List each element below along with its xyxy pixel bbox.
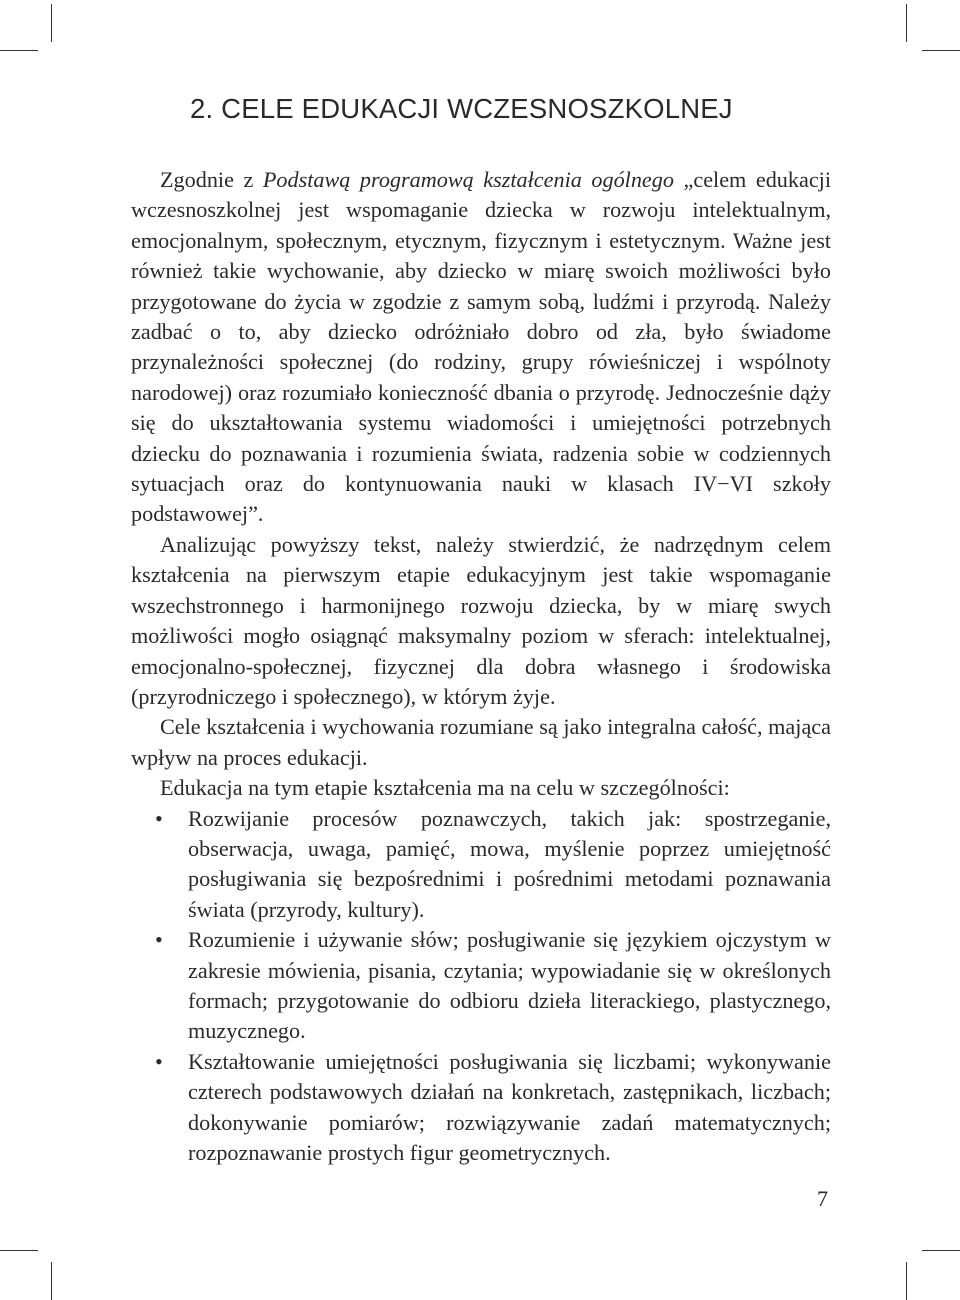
crop-mark-bottom-right-horizontal [922, 1250, 960, 1251]
crop-mark-top-right-horizontal [922, 50, 960, 51]
bullet-mark: • [155, 927, 163, 953]
bullet-text: Rozwijanie procesów poznawczych, takich jak: spostrzeganie, obserwacja, uwaga, pamięć, mowa, myślenie poprzez umiejętność posługiwania się bezpośrednimi i pośrednimi metodami poznawania świata (przyrody, kultury). [188, 805, 831, 922]
crop-mark-bottom-left-vertical [51, 1262, 52, 1300]
bullet-text: Kształtowanie umiejętności posługiwania się liczbami; wykonywanie czterech podstawowych działań na konkretach, zastępnikach, liczbach; dokonywanie pomiarów; rozwiązywanie zadań matematycznych; rozpoznawanie prostych figur geometrycznych. [188, 1048, 831, 1165]
crop-mark-bottom-left-horizontal [0, 1250, 38, 1251]
bullet-text: Rozumienie i używanie słów; posługiwanie się językiem ojczystym w zakresie mówienia, pisania, czytania; wypowiadanie się w określonych formach; przygotowanie do odbioru dzieła literackiego, plastycznego, muzycznego. [188, 927, 831, 1044]
crop-mark-top-left-vertical [51, 4, 52, 42]
bullet-mark: • [155, 805, 163, 831]
paragraph-2: Analizując powyższy tekst, należy stwierdzić, że nadrzędnym celem kształcenia na pierwszym etapie edukacyjnym jest takie wspomaganie wszechstronnego i harmonijnego rozwoju dziecka, by w miarę swych możliwości mogło osiągnąć maksymalny poziom w sferach: intelektualnej, emocjonalno-społecznej, fizycznej dla dobra własnego i środowiska (przyrodniczego i społecznego), w którym żyje. [131, 531, 831, 709]
bullet-item [131, 1047, 831, 1169]
paragraph-4: Edukacja na tym etapie kształcenia ma na celu w szczególności: [160, 775, 730, 801]
paragraph-3: Cele kształcenia i wychowania rozumiane są jako integralna całość, mająca wpływ na proces edukacji. [131, 714, 831, 770]
bullet-mark: • [155, 1048, 163, 1074]
crop-mark-top-left-horizontal [0, 50, 38, 51]
bullet-item [131, 804, 831, 926]
paragraph-1-emphasis: Podstawą programową kształcenia ogólnego [262, 167, 674, 192]
bullet-item [131, 925, 831, 1047]
chapter-title: 2. CELE EDUKACJI WCZESNOSZKOLNEJ [190, 93, 733, 124]
page-number: 7 [817, 1186, 828, 1211]
bullet-list [131, 804, 831, 1169]
paragraph-1-intro: Zgodnie z [160, 167, 263, 192]
crop-mark-top-right-vertical [906, 4, 907, 42]
paragraph-1-rest: „celem edukacji wczesnoszkolnej jest wspomaganie dziecka w rozwoju intelektualnym, emocjonalnym, społecznym, etycznym, fizycznym i estetycznym. Ważne jest również takie wychowanie, aby dziecko w miarę swoich możliwości było przygotowane do życia w zgodzie z samym sobą, ludźmi i przyrodą. Należy zadbać o to, aby dziecko odróżniało dobro od zła, było świadome przynależności społecznej (do rodziny, grupy rówieśniczej i wspólnoty narodowej) oraz rozumiało konieczność dbania o przyrodę. Jednocześnie dąży się do ukształtowania systemu wiadomości i umiejętności potrzebnych dziecku do poznawania i rozumienia świata, radzenia sobie w codziennych sytuacjach oraz do kontynuowania nauki w klasach IV−VI szkoły podstawowej”. [131, 167, 831, 527]
paragraph-1 [131, 165, 831, 530]
crop-mark-bottom-right-vertical [906, 1262, 907, 1300]
page-content [131, 92, 831, 1168]
